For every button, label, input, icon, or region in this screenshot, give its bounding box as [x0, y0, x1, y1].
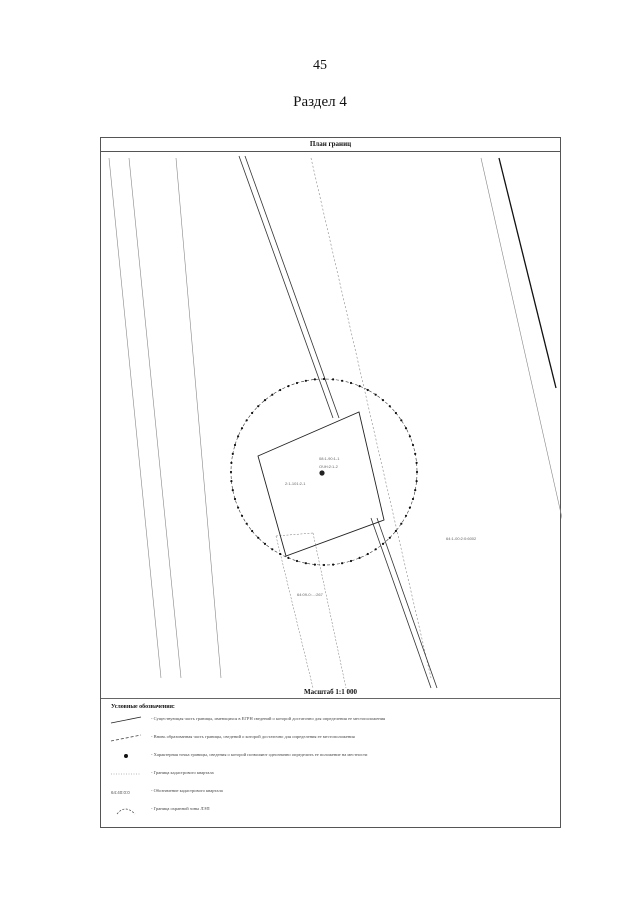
- boundary-point: [382, 399, 384, 401]
- boundary-point: [412, 444, 414, 446]
- bottom-cadastral-label: 64:09-0:...:267: [297, 592, 323, 597]
- survey-line: [481, 158, 562, 558]
- survey-line: [176, 158, 221, 678]
- point-icon: [109, 750, 145, 762]
- boundary-point: [241, 515, 243, 517]
- dotted-line-icon: [109, 768, 145, 780]
- boundary-point: [382, 543, 384, 545]
- boundary-point: [264, 543, 266, 545]
- boundary-point: [257, 405, 259, 407]
- boundary-point: [305, 380, 307, 382]
- legend-text: - Вновь образованная часть границы, сведений о которой достаточно для определения ее местоположения: [151, 734, 355, 739]
- legend-item-point: [109, 750, 549, 762]
- boundary-point: [400, 419, 402, 421]
- boundary-point: [375, 548, 377, 550]
- survey-line: [109, 158, 161, 678]
- parcel-id-label: ОЧН:2:1-2: [319, 464, 338, 469]
- parcel-strip-edge: [276, 533, 313, 536]
- boundary-point: [296, 560, 298, 562]
- boundary-point: [414, 453, 416, 455]
- boundary-point: [409, 435, 411, 437]
- boundary-point: [279, 553, 281, 555]
- boundary-point: [395, 530, 397, 532]
- legend-text: - Граница кадастрового квартала: [151, 770, 214, 775]
- right-cadastral-label: 64:1-00:2:0:6002: [446, 536, 477, 541]
- boundary-point: [230, 480, 232, 482]
- survey-line: [129, 158, 181, 678]
- center-point: [319, 470, 324, 475]
- legend-sample: 64:40:0:0: [111, 790, 130, 795]
- plan-frame: [100, 137, 561, 828]
- boundary-point: [237, 435, 239, 437]
- boundary-point: [314, 564, 316, 566]
- parcel-strip-edge: [313, 533, 346, 688]
- boundary-point: [409, 507, 411, 509]
- boundary-point: [251, 530, 253, 532]
- legend-text: - Обозначение кадастрового квартала: [151, 788, 223, 793]
- boundary-point: [323, 564, 325, 566]
- legend-item-existing-boundary: [109, 714, 549, 726]
- boundary-point: [230, 462, 232, 464]
- road-edge: [377, 518, 437, 688]
- page-number: 45: [313, 58, 327, 73]
- boundary-point: [232, 489, 234, 491]
- legend-text: - Характерная точка границы, сведения о которой позволяют однозначно определить ее положение на местности: [151, 752, 368, 757]
- boundary-point: [341, 562, 343, 564]
- boundary-point: [375, 394, 377, 396]
- text-sample-icon: [109, 786, 145, 798]
- boundary-point: [395, 412, 397, 414]
- boundary-point: [350, 560, 352, 562]
- legend-item-new-boundary: [109, 732, 549, 744]
- boundary-point: [234, 498, 236, 500]
- legend-item-protection-zone: [109, 804, 549, 816]
- boundary-point: [314, 378, 316, 380]
- boundary-point: [251, 412, 253, 414]
- boundary-point: [350, 382, 352, 384]
- parcel-polygon: [258, 412, 384, 556]
- boundary-point: [246, 419, 248, 421]
- boundary-point: [279, 389, 281, 391]
- boundary-point: [367, 389, 369, 391]
- legend-item-quarter-label: [109, 786, 549, 798]
- boundary-point: [271, 394, 273, 396]
- boundary-point: [414, 489, 416, 491]
- legend-text: - Граница охранной зоны ЛЭП: [151, 806, 210, 811]
- point-label: 2:1-101:2-1: [285, 481, 306, 486]
- boundary-point: [305, 562, 307, 564]
- dashed-line-icon: [109, 732, 145, 744]
- legend-item-quarter-boundary: [109, 768, 549, 780]
- boundary-point: [271, 548, 273, 550]
- boundary-point: [416, 471, 418, 473]
- boundary-point: [257, 537, 259, 539]
- legend-text: - Существующая часть границы, имеющихся в ЕГРН сведений о которой достаточно для определения ее местоположения: [151, 716, 386, 721]
- boundary-point: [287, 557, 289, 559]
- parcel-center-label: 08:1-90:1-1: [319, 456, 340, 461]
- survey-lines: [109, 158, 562, 678]
- legend-title: Условные обозначения:: [111, 704, 175, 710]
- boundary-point: [359, 557, 361, 559]
- boundary-point: [367, 553, 369, 555]
- boundary-point: [237, 507, 239, 509]
- section-title: Раздел 4: [293, 94, 347, 110]
- boundary-point: [405, 515, 407, 517]
- boundary-point: [389, 537, 391, 539]
- boundary-point: [416, 462, 418, 464]
- legend-divider: [101, 698, 560, 699]
- scale-label: Масштаб 1:1 000: [304, 688, 357, 696]
- boundary-point: [323, 378, 325, 380]
- boundary-point: [416, 480, 418, 482]
- boundary-point: [389, 405, 391, 407]
- arc-icon: [109, 804, 145, 816]
- solid-line-icon: [109, 714, 145, 726]
- boundary-point: [341, 380, 343, 382]
- boundary-point: [359, 385, 361, 387]
- boundary-point: [232, 453, 234, 455]
- boundary-point: [234, 444, 236, 446]
- plan-header: План границ: [101, 138, 560, 152]
- boundary-line-bold: [499, 158, 556, 388]
- boundary-point: [412, 498, 414, 500]
- road-strip: [239, 156, 437, 688]
- boundary-point: [287, 385, 289, 387]
- road-edge: [371, 518, 431, 688]
- boundary-point: [405, 427, 407, 429]
- boundary-point: [264, 399, 266, 401]
- boundary-point: [296, 382, 298, 384]
- boundary-point: [332, 564, 334, 566]
- boundary-point: [241, 427, 243, 429]
- boundary-point: [332, 378, 334, 380]
- parcel-strip-edge: [276, 536, 313, 688]
- plan-drawing: [101, 138, 562, 698]
- survey-line: [311, 158, 431, 678]
- boundary-point: [246, 523, 248, 525]
- boundary-point: [230, 471, 232, 473]
- boundary-point: [400, 523, 402, 525]
- road-edge: [239, 156, 333, 418]
